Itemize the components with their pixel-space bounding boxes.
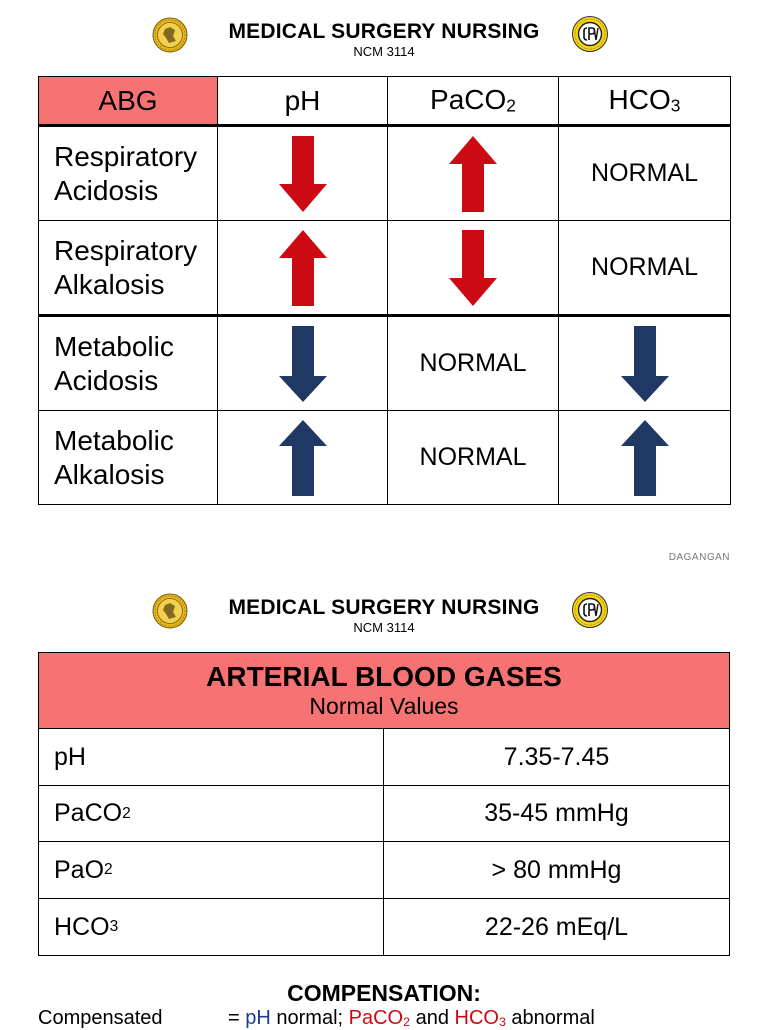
table-row: [39, 729, 729, 786]
paco2-cell: [388, 221, 559, 316]
header-title: MEDICAL SURGERY NURSING: [228, 596, 540, 619]
table-subtitle: Normal Values: [309, 693, 459, 719]
author-note: DAGANGAN: [668, 552, 730, 563]
parameter-name: PaCO 2: [39, 786, 384, 841]
row-metabolic-alkalosis: [39, 411, 731, 505]
condition-label: Respiratory Alkalosis: [39, 221, 218, 316]
blue-down-arrow-icon: [621, 326, 669, 402]
red-up-arrow-icon: [279, 230, 327, 306]
header-subtitle: NCM 3114: [353, 44, 415, 59]
hco3-cell: NORMAL: [559, 221, 731, 316]
paco2-cell: NORMAL: [388, 316, 559, 411]
blue-down-arrow-icon: [279, 326, 327, 402]
hco3-cell: NORMAL: [559, 126, 731, 221]
row-respiratory-acidosis: [39, 126, 731, 221]
ph-cell: [218, 221, 388, 316]
row-respiratory-alkalosis: [39, 221, 731, 316]
paco2-cell: NORMAL: [388, 411, 559, 505]
col-header-paco2: PaCO$_2$: [388, 77, 559, 126]
cpu-logo: [572, 592, 608, 628]
parameter-name: PaO 2: [39, 842, 384, 898]
header-title: MEDICAL SURGERY NURSING: [228, 20, 540, 43]
ph-cell: [218, 126, 388, 221]
parameter-name: pH: [39, 729, 384, 785]
abg-normal-values-table: [38, 652, 730, 956]
table-row: [39, 899, 729, 955]
col-header-abg: ABG: [39, 77, 218, 126]
normal-values-header: [39, 653, 729, 729]
parameter-value: 7.35-7.45: [503, 742, 610, 771]
ph-cell: [218, 316, 388, 411]
ph-cell: [218, 411, 388, 505]
page2-header: [0, 586, 768, 636]
parameter-value: > 80 mmHg: [491, 855, 622, 884]
blue-up-arrow-icon: [279, 420, 327, 496]
compensation-definition: = pH normal; PaCO$_2$ and $HCO_3$ abnormal: [228, 1007, 595, 1029]
paco2-cell: [388, 126, 559, 221]
cpu-logo: [572, 16, 608, 52]
col-header-hco3: $HCO_3$: [559, 77, 731, 126]
condition-label: Metabolic Alkalosis: [39, 411, 218, 505]
table-row: [39, 786, 729, 842]
blue-up-arrow-icon: [621, 420, 669, 496]
hco3-cell: [559, 411, 731, 505]
condition-label: Metabolic Acidosis: [39, 316, 218, 411]
compensation-line: [38, 1007, 595, 1030]
red-down-arrow-icon: [449, 230, 497, 306]
row-metabolic-acidosis: [39, 316, 731, 411]
table-title: ARTERIAL BLOOD GASES: [206, 661, 562, 692]
parameter-name: HCO 3: [39, 899, 384, 955]
condition-label: Respiratory Acidosis: [39, 126, 218, 221]
parameter-value: 35-45 mmHg: [484, 799, 629, 827]
header-subtitle: NCM 3114: [353, 620, 415, 635]
red-up-arrow-icon: [449, 136, 497, 212]
compensation-heading: COMPENSATION:: [287, 980, 481, 1006]
hco3-cell: [559, 316, 731, 411]
page1-header: [0, 10, 768, 60]
abg-interpretation-table: [38, 76, 731, 505]
col-header-ph: pH: [218, 77, 388, 126]
table-row: [39, 842, 729, 899]
red-down-arrow-icon: [279, 136, 327, 212]
parameter-value: 22-26 mEq/L: [484, 912, 629, 941]
abg-header-row: [39, 77, 731, 126]
compensation-label: Compensated: [38, 1007, 163, 1029]
